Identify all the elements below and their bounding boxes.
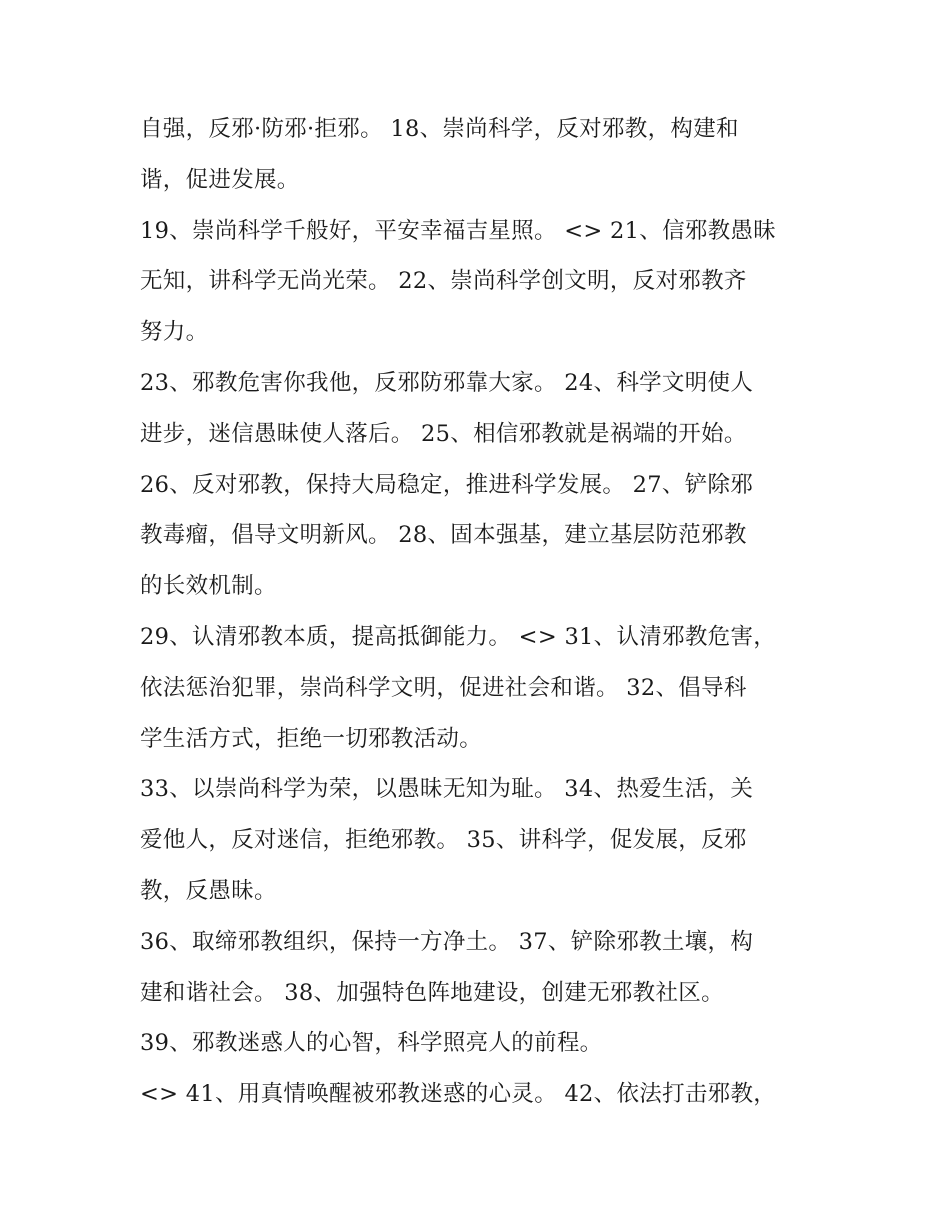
text-line: 谐，促进发展。 [140, 166, 300, 193]
text-line: 23、邪教危害你我他，反邪防邪靠大家。 24、科学文明使人 [140, 369, 754, 396]
text-line: 努力。 [140, 319, 209, 346]
text-line: 的长效机制。 [140, 573, 277, 600]
text-line: 19、崇尚科学千般好，平安幸福吉星照。 <> 21、信邪教愚昧 [140, 217, 777, 244]
text-line: 36、取缔邪教组织，保持一方净土。 37、铲除邪教土壤，构 [140, 928, 754, 955]
text-line: 爱他人，反对迷信，拒绝邪教。 35、讲科学，促发展，反邪 [140, 827, 747, 854]
text-line: 26、反对邪教，保持大局稳定，推进科学发展。 27、铲除邪 [140, 471, 754, 498]
text-line: 教，反愚昧。 [140, 877, 277, 904]
text-line: 建和谐社会。 38、加强特色阵地建设，创建无邪教社区。 [140, 979, 724, 1006]
text-line: 33、以崇尚科学为荣，以愚昧无知为耻。 34、热爱生活，关 [140, 776, 754, 803]
text-line: 教毒瘤，倡导文明新风。 28、固本强基，建立基层防范邪教 [140, 522, 747, 549]
text-line: 29、认清邪教本质，提高抵御能力。 <> 31、认清邪教危害， [140, 623, 777, 650]
text-line: 学生活方式，拒绝一切邪教活动。 [140, 725, 483, 752]
text-line: 无知，讲科学无尚光荣。 22、崇尚科学创文明，反对邪教齐 [140, 268, 747, 295]
text-line: 39、邪教迷惑人的心智，科学照亮人的前程。 [140, 1030, 603, 1057]
document-body [140, 104, 800, 1120]
text-line: 依法惩治犯罪，崇尚科学文明，促进社会和谐。 32、倡导科 [140, 674, 747, 701]
text-line: 进步，迷信愚昧使人落后。 25、相信邪教就是祸端的开始。 [140, 420, 747, 447]
text-line: 自强，反邪·防邪·拒邪。 18、崇尚科学，反对邪教，构建和 [140, 116, 739, 142]
text-line: <> 41、用真情唤醒被邪教迷惑的心灵。 42、依法打击邪教， [140, 1081, 777, 1108]
